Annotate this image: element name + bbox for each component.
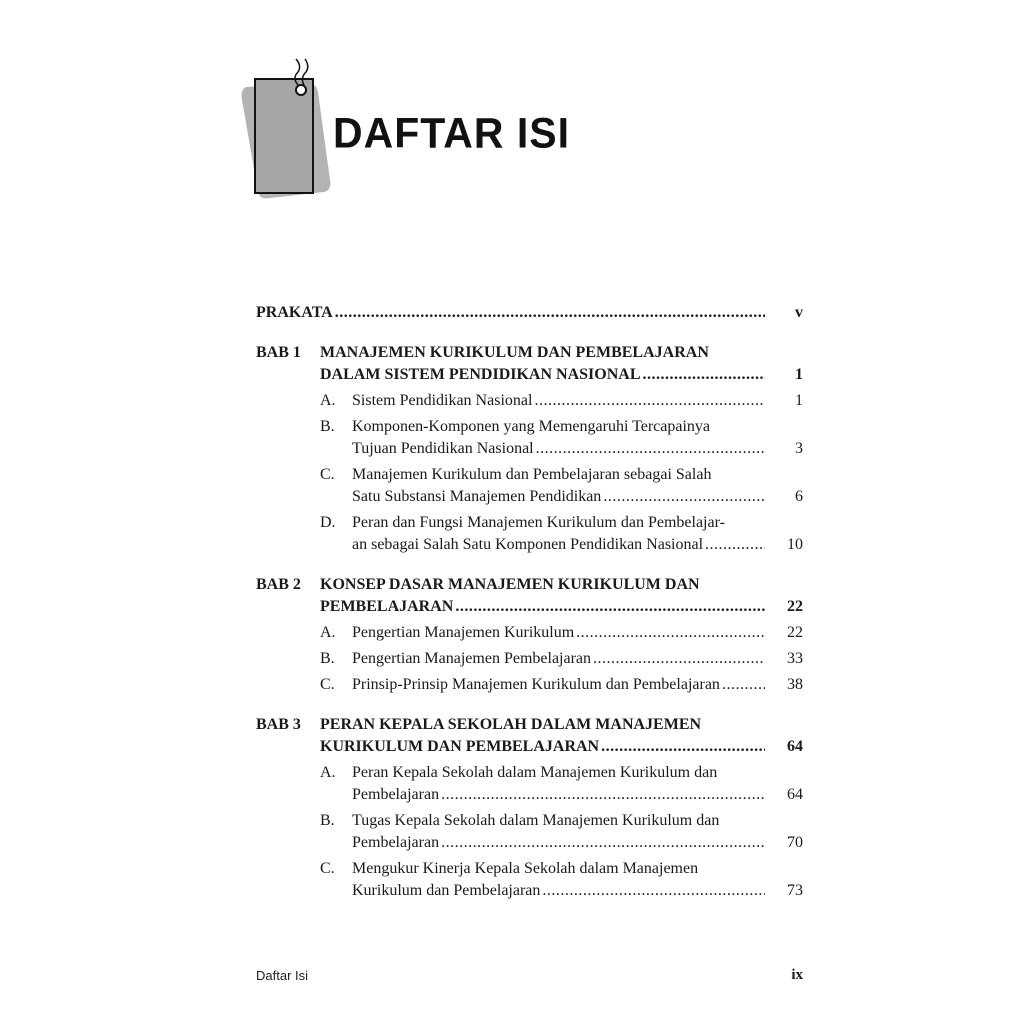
entry-last-line xyxy=(320,596,803,618)
entry-page-number: 73 xyxy=(787,882,803,899)
entry-letter: D. xyxy=(320,514,336,531)
dot-leader xyxy=(591,648,765,670)
entry-text: Peran Kepala Sekolah dalam Manajemen Kurikulum dan xyxy=(352,764,718,781)
tag-icon xyxy=(236,52,336,202)
entry-page-number: 64 xyxy=(787,738,803,755)
entry-text: Mengukur Kinerja Kepala Sekolah dalam Manajemen xyxy=(352,860,699,877)
entry-body xyxy=(352,390,803,412)
entry-body xyxy=(352,648,803,670)
entry-letter: A. xyxy=(320,764,336,781)
toc-entry xyxy=(320,858,803,902)
entry-text: PERAN KEPALA SEKOLAH DALAM MANAJEMEN xyxy=(320,716,702,733)
entry-body xyxy=(352,674,803,696)
entry-body xyxy=(352,464,803,508)
entry-letter: B. xyxy=(320,812,335,829)
toc-entry xyxy=(320,622,803,644)
entry-text: PEMBELAJARAN xyxy=(320,598,454,615)
entry-last-line xyxy=(352,390,803,412)
toc-entry xyxy=(320,464,803,508)
entry-text: Tugas Kepala Sekolah dalam Manajemen Kurikulum dan xyxy=(352,812,720,829)
toc-entry xyxy=(320,648,803,670)
entry-last-line xyxy=(352,534,803,556)
chapter-heading xyxy=(256,714,803,758)
entry-letter: B. xyxy=(320,418,335,435)
entry-text: Sistem Pendidikan Nasional xyxy=(352,392,533,409)
dot-leader xyxy=(599,736,765,758)
entry-last-line xyxy=(352,648,803,670)
entry-letter: A. xyxy=(320,624,336,641)
running-title: Daftar Isi xyxy=(256,968,309,983)
entry-last-line xyxy=(352,832,803,854)
entry-body xyxy=(352,622,803,644)
dot-leader xyxy=(534,438,765,460)
entry-last-line xyxy=(352,438,803,460)
chapter-label: BAB 2 xyxy=(256,576,301,593)
entry-text: Tujuan Pendidikan Nasional xyxy=(352,440,534,457)
entry-page-number: 64 xyxy=(787,786,803,803)
entry-text: Pembelajaran xyxy=(352,786,440,803)
toc-section xyxy=(256,714,803,902)
entry-text: DALAM SISTEM PENDIDIKAN NASIONAL xyxy=(320,366,641,383)
entry-last-line xyxy=(352,486,803,508)
entry-last-line xyxy=(320,364,803,386)
toc-entry xyxy=(320,416,803,460)
table-of-contents xyxy=(256,302,803,902)
entry-page-number: 22 xyxy=(787,624,803,641)
entry-page-number: 10 xyxy=(787,536,803,553)
entry-page-number: 6 xyxy=(795,488,803,505)
toc-section xyxy=(256,574,803,696)
entry-last-line xyxy=(256,302,803,324)
entry-last-line xyxy=(352,880,803,902)
entry-text: Pengertian Manajemen Pembelajaran xyxy=(352,650,592,667)
toc-entry xyxy=(320,810,803,854)
dot-leader xyxy=(540,880,765,902)
entry-body xyxy=(352,762,803,806)
chapter-label: BAB 1 xyxy=(256,344,301,361)
entry-text: an sebagai Salah Satu Komponen Pendidikan Nasional xyxy=(352,536,704,553)
entry-page-number: v xyxy=(795,304,803,321)
entry-text: Manajemen Kurikulum dan Pembelajaran sebagai Salah xyxy=(352,466,712,483)
entry-letter: B. xyxy=(320,650,335,667)
entry-body xyxy=(352,416,803,460)
entry-body xyxy=(352,810,803,854)
toc-section xyxy=(256,302,803,324)
toc-entry xyxy=(320,512,803,556)
chapter-heading xyxy=(256,342,803,386)
toc-entry xyxy=(320,762,803,806)
chapter-heading xyxy=(256,302,803,324)
entry-letter: C. xyxy=(320,466,335,483)
entry-page-number: 1 xyxy=(795,392,803,409)
entry-body xyxy=(352,858,803,902)
entry-letter: A. xyxy=(320,392,336,409)
entry-text: Komponen-Komponen yang Memengaruhi Tercapainya xyxy=(352,418,711,435)
dot-leader xyxy=(720,674,765,696)
toc-entry xyxy=(320,390,803,412)
dot-leader xyxy=(703,534,765,556)
dot-leader xyxy=(439,784,765,806)
entry-text: Pengertian Manajemen Kurikulum xyxy=(352,624,575,641)
dot-leader xyxy=(532,390,765,412)
entry-page-number: 22 xyxy=(787,598,803,615)
entry-last-line xyxy=(352,674,803,696)
entry-last-line xyxy=(352,622,803,644)
page-number: ix xyxy=(791,967,803,983)
entry-page-number: 70 xyxy=(787,834,803,851)
entry-text: PRAKATA xyxy=(256,304,333,321)
entry-text: Peran dan Fungsi Manajemen Kurikulum dan Pembelajar- xyxy=(352,514,725,531)
chapter-title xyxy=(320,342,803,386)
entry-text: KURIKULUM DAN PEMBELAJARAN xyxy=(320,738,600,755)
entry-letter: C. xyxy=(320,860,335,877)
entry-last-line xyxy=(320,736,803,758)
toc-section xyxy=(256,342,803,556)
toc-entry xyxy=(320,674,803,696)
entry-text: Pembelajaran xyxy=(352,834,440,851)
chapter-heading xyxy=(256,574,803,618)
dot-leader xyxy=(333,302,765,324)
dot-leader xyxy=(574,622,765,644)
entry-text: Satu Substansi Manajemen Pendidikan xyxy=(352,488,602,505)
entry-text: MANAJEMEN KURIKULUM DAN PEMBELAJARAN xyxy=(320,344,709,361)
entry-page-number: 1 xyxy=(795,366,803,383)
entry-page-number: 33 xyxy=(787,650,803,667)
entry-body xyxy=(352,512,803,556)
dot-leader xyxy=(640,364,765,386)
entry-last-line xyxy=(352,784,803,806)
dot-leader xyxy=(439,832,765,854)
entry-text: Kurikulum dan Pembelajaran xyxy=(352,882,541,899)
entry-text: Prinsip-Prinsip Manajemen Kurikulum dan Pembelajaran xyxy=(352,676,720,693)
dot-leader xyxy=(453,596,765,618)
entry-page-number: 38 xyxy=(787,676,803,693)
entry-letter: C. xyxy=(320,676,335,693)
entry-page-number: 3 xyxy=(795,440,803,457)
chapter-label: BAB 3 xyxy=(256,716,301,733)
chapter-title xyxy=(320,714,803,758)
entry-text: KONSEP DASAR MANAJEMEN KURIKULUM DAN xyxy=(320,576,700,593)
chapter-title xyxy=(320,574,803,618)
page-title: DAFTAR ISI xyxy=(333,108,571,158)
dot-leader xyxy=(601,486,765,508)
chapter-title xyxy=(256,302,803,324)
